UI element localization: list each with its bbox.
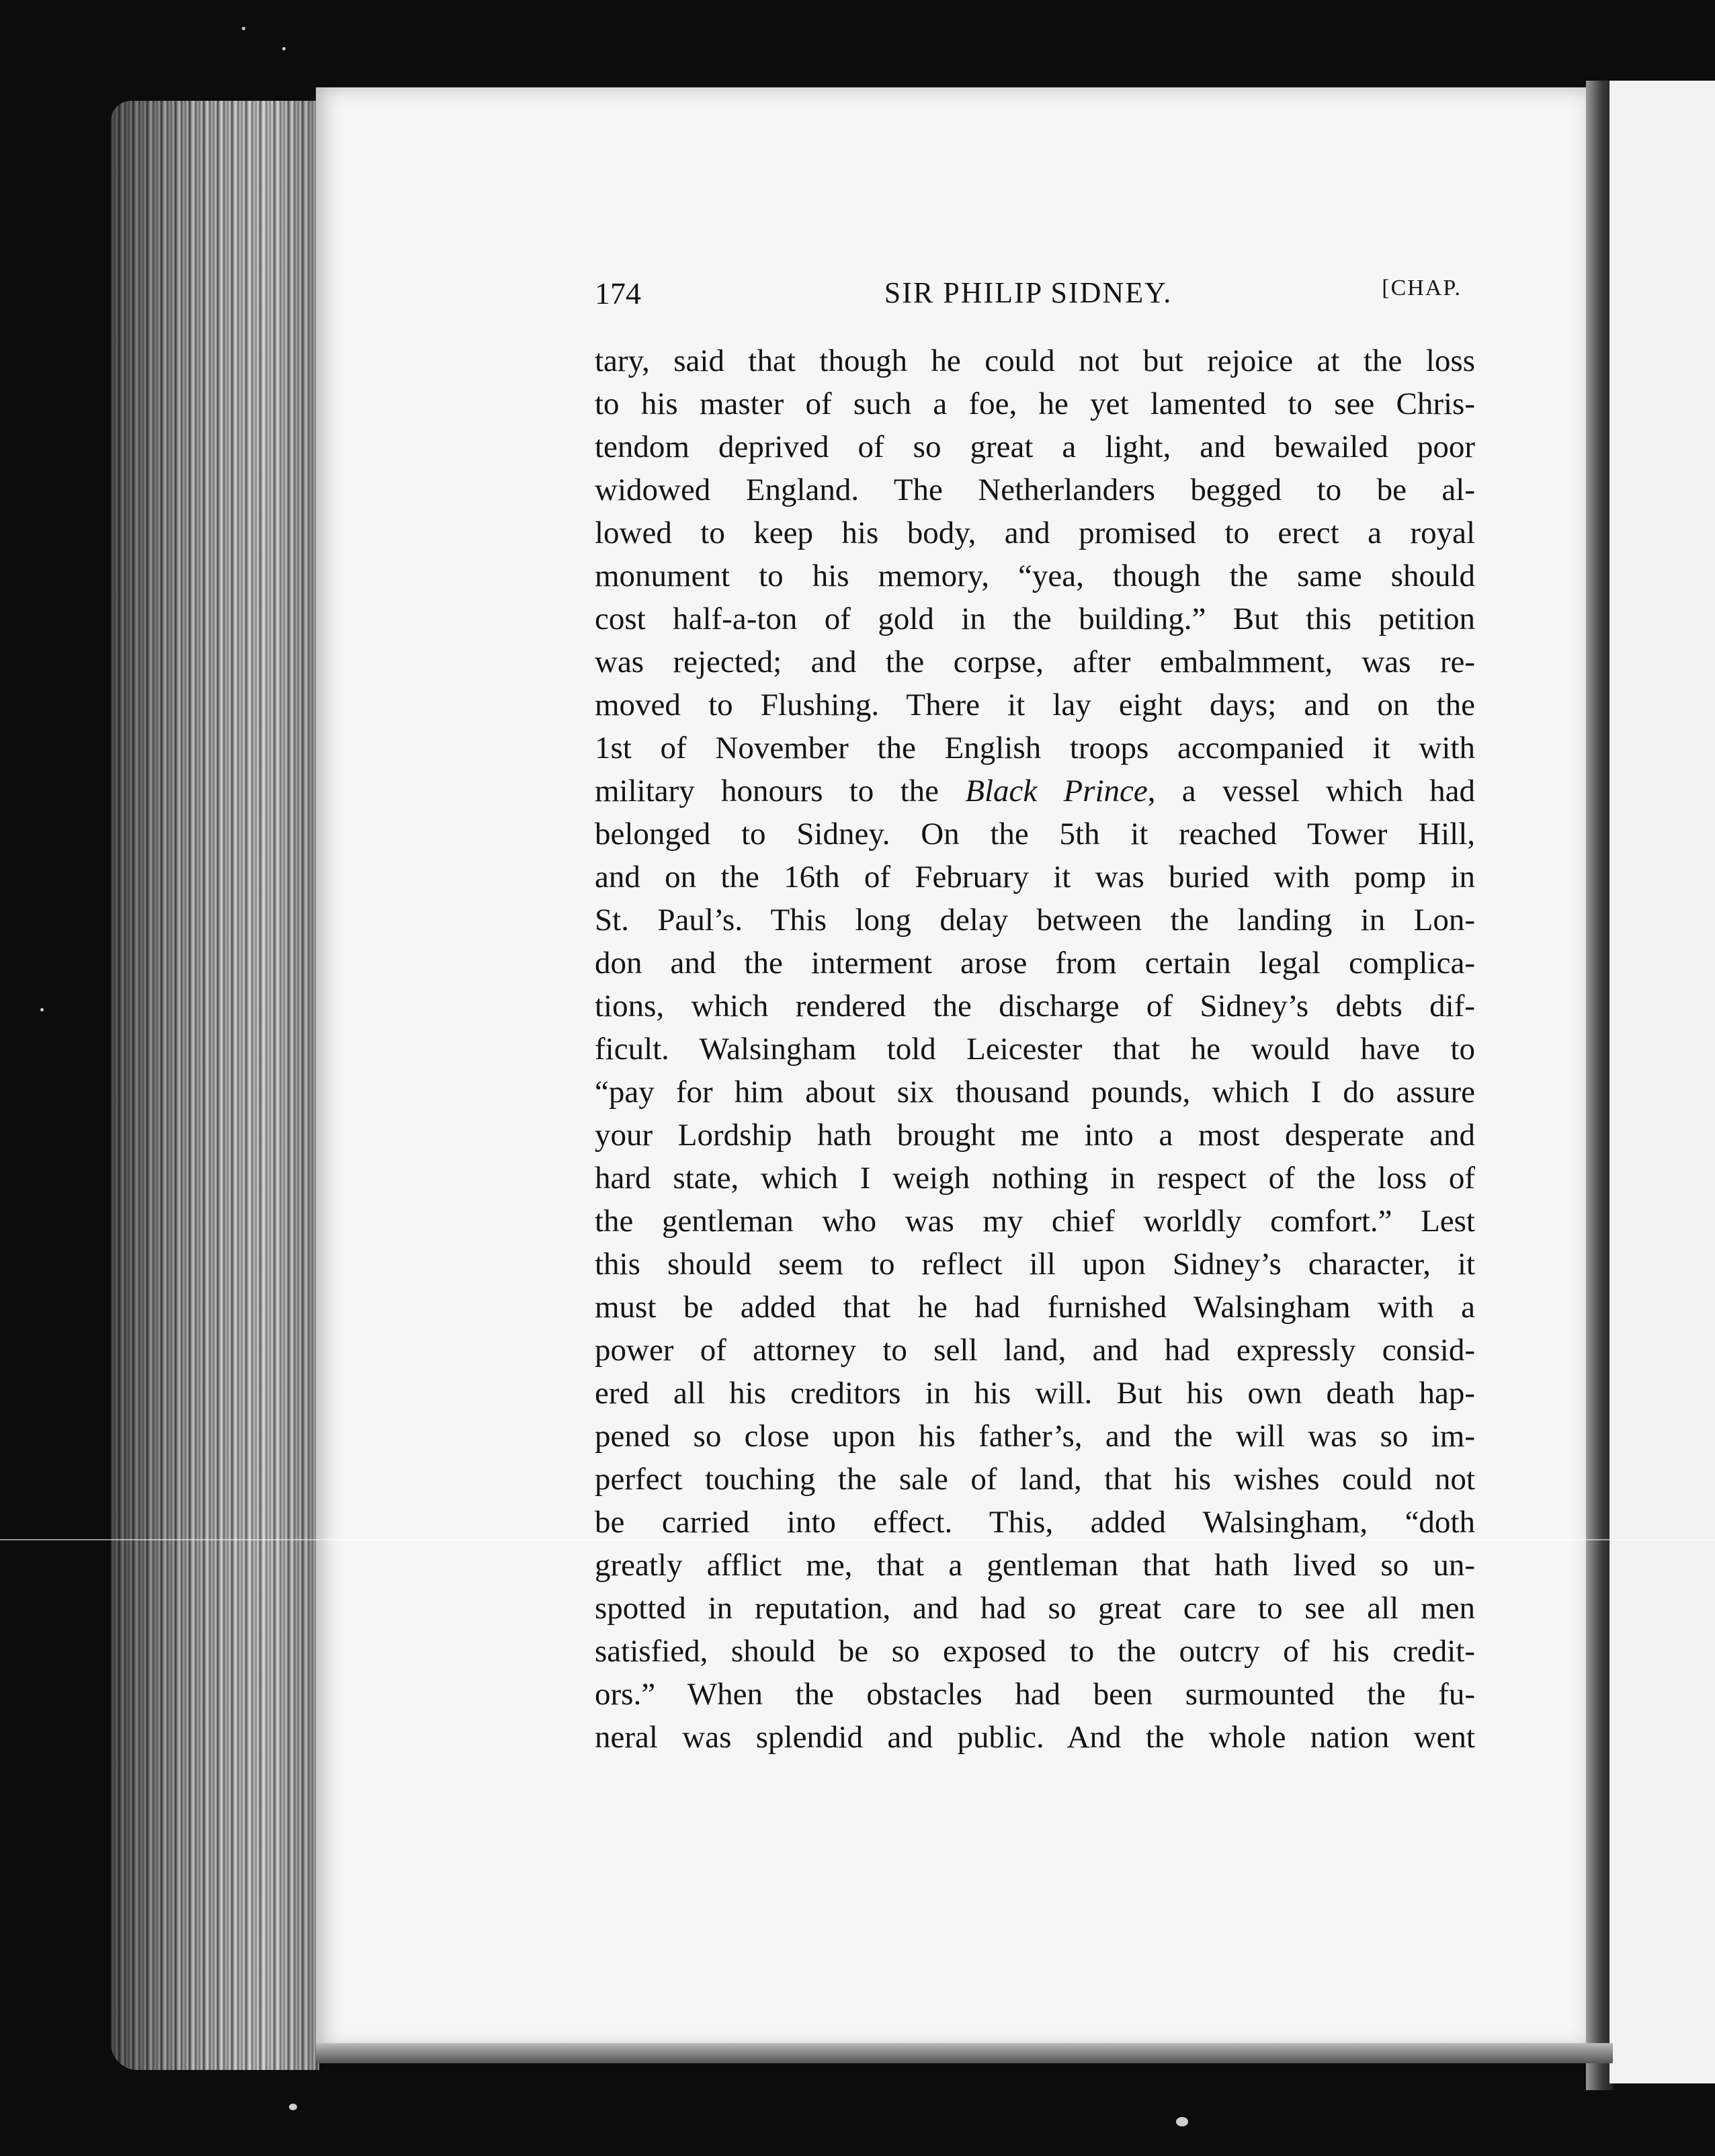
text-line: satisfied, should be so exposed to the outcry of his credit- xyxy=(595,1634,1475,1669)
text-line: be carried into effect. This, added Walsingham, “doth xyxy=(595,1505,1475,1540)
text-line: tendom deprived of so great a light, and bewailed poor xyxy=(595,429,1475,464)
text-line: moved to Flushing. There it lay eight days; and on the xyxy=(595,688,1475,722)
text-line: ered all his creditors in his will. But his own death hap- xyxy=(595,1376,1475,1411)
chapter-mark: [CHAP. xyxy=(1382,276,1462,300)
text-line: neral was splendid and public. And the whole nation went xyxy=(595,1720,1475,1755)
text-line: power of attorney to sell land, and had expressly consid- xyxy=(595,1333,1475,1368)
text-line: “pay for him about six thousand pounds, which I do assure xyxy=(595,1075,1475,1110)
page-header xyxy=(595,276,1462,323)
scan-speck xyxy=(40,1008,44,1011)
text-line: to his master of such a foe, he yet lamented to see Chris- xyxy=(595,386,1475,421)
text-line: belonged to Sidney. On the 5th it reached Tower Hill, xyxy=(595,817,1475,852)
page-bottom-edge xyxy=(316,2043,1613,2063)
running-title: SIR PHILIP SIDNEY. xyxy=(884,276,1173,309)
text-line: pened so close upon his father’s, and the will was so im- xyxy=(595,1419,1475,1454)
facing-page-edge xyxy=(1609,81,1715,2083)
text-line: military honours to the Black Prince, a vessel which had xyxy=(595,774,1475,809)
text-line: must be added that he had furnished Walsingham with a xyxy=(595,1290,1475,1325)
text-line: widowed England. The Netherlanders begged to be al- xyxy=(595,472,1475,507)
book-gutter xyxy=(1586,81,1613,2090)
text-line: this should seem to reflect ill upon Sidney’s character, it xyxy=(595,1247,1475,1282)
text-line: ficult. Walsingham told Leicester that he would have to xyxy=(595,1032,1475,1067)
text-line: hard state, which I weigh nothing in respect of the loss of xyxy=(595,1161,1475,1196)
text-line: your Lordship hath brought me into a most desperate and xyxy=(595,1118,1475,1153)
text-line: tary, said that though he could not but rejoice at the loss xyxy=(595,343,1475,378)
text-line: 1st of November the English troops accompanied it with xyxy=(595,731,1475,765)
text-line: spotted in reputation, and had so great care to see all men xyxy=(595,1591,1475,1626)
text-line: ors.” When the obstacles had been surmounted the fu- xyxy=(595,1677,1475,1712)
fore-edge-shadow xyxy=(111,101,319,2070)
text-line: greatly afflict me, that a gentleman that hath lived so un- xyxy=(595,1548,1475,1583)
ship-name: Black Prince xyxy=(965,774,1148,809)
text-line: lowed to keep his body, and promised to erect a royal xyxy=(595,515,1475,550)
scan-speck xyxy=(242,27,245,30)
text-line: tions, which rendered the discharge of Sidney’s debts dif- xyxy=(595,989,1475,1024)
text-line: the gentleman who was my chief worldly comfort.” Lest xyxy=(595,1204,1475,1239)
text-line: and on the 16th of February it was buried with pomp in xyxy=(595,860,1475,895)
body-text xyxy=(595,339,1475,1759)
scan-speck xyxy=(282,47,286,50)
scan-speck xyxy=(289,2104,297,2110)
text-line: St. Paul’s. This long delay between the landing in Lon- xyxy=(595,903,1475,938)
text-line: don and the interment arose from certain legal complica- xyxy=(595,946,1475,981)
text-line: was rejected; and the corpse, after embalmment, was re- xyxy=(595,645,1475,679)
page-number: 174 xyxy=(595,276,641,310)
text-line: perfect touching the sale of land, that his wishes could not xyxy=(595,1462,1475,1497)
scan-speck xyxy=(1176,2117,1188,2126)
text-line: cost half-a-ton of gold in the building.” But this petition xyxy=(595,602,1475,636)
text-line: monument to his memory, “yea, though the same should xyxy=(595,558,1475,593)
